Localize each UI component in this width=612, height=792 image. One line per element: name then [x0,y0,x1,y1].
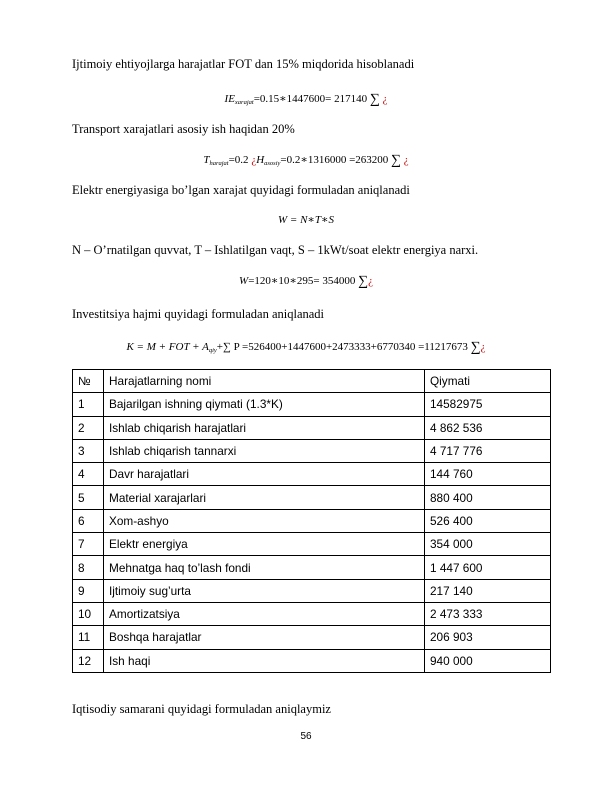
row-name: Mehnatga haq to’lash fondi [104,556,425,579]
row-name: Ish haqi [104,649,425,672]
header-name: Harajatlarning nomi [104,370,425,393]
table-row [73,649,551,672]
row-name: Ishlab chiqarish harajatlari [104,416,425,439]
row-value: 2 473 333 [425,602,551,625]
row-name: Material xarajarlari [104,486,425,509]
row-name: Elektr energiya [104,533,425,556]
row-number: 8 [73,556,104,579]
row-number: 6 [73,509,104,532]
table-row [73,509,551,532]
table-row [73,626,551,649]
row-name: Bajarilgan ishning qiymati (1.3*K) [104,393,425,416]
table-row [73,602,551,625]
row-name: Amortizatsiya [104,602,425,625]
paragraph-iqtisodiy: Iqtisodiy samarani quyidagi formuladan aniqlaymiz [72,702,331,716]
row-number: 5 [73,486,104,509]
row-number: 1 [73,393,104,416]
row-value: 880 400 [425,486,551,509]
paragraph-ijtimoiy: Ijtimoiy ehtiyojlarga harajatlar FOT dan 15% miqdorida hisoblanadi [72,57,415,71]
row-number: 2 [73,416,104,439]
paragraph-transport: Transport xarajatlari asosiy ish haqidan 20% [72,122,295,136]
row-number: 4 [73,463,104,486]
table-row [73,439,551,462]
formula-ijtimoiy: $IE_{xarajat}=0.15∗1447600= 217140$ ∑ ¿ [224,92,388,107]
row-value: 354 000 [425,533,551,556]
table-row [73,579,551,602]
paragraph-elektr: Elektr energiyasiga bo’lgan xarajat quyidagi formuladan aniqlanadi [72,183,410,197]
page-number: 56 [300,731,312,742]
row-value: 14582975 [425,393,551,416]
row-name: Davr harajatlari [104,463,425,486]
formula-energy: W = N∗T∗S [278,214,334,226]
formula-investment: K = M + FOT + $A_{qiy}+\sum$ P =526400+1447600+2473333+6770340 =11217673 ∑¿ [126,340,486,355]
row-number: 7 [73,533,104,556]
row-number: 11 [73,626,104,649]
formula-transport: $T_{harajat}=0.2$ ¿$H_{asosiy}=0.2∗1316000 =263200$ ∑ ¿ [203,153,409,168]
row-value: 526 400 [425,509,551,532]
row-value: 144 760 [425,463,551,486]
row-name: Ishlab chiqarish tannarxi [104,439,425,462]
row-value: 1 447 600 [425,556,551,579]
row-number: 3 [73,439,104,462]
row-name: Boshqa harajatlar [104,626,425,649]
header-number: № [73,370,104,393]
row-number: 9 [73,579,104,602]
formula-energy-value: W=120∗10∗295= 354000 ∑¿ [239,274,373,289]
table-row [73,416,551,439]
table-row [73,533,551,556]
table-row [73,486,551,509]
row-number: 10 [73,602,104,625]
table-row [73,463,551,486]
header-value: Qiymati [425,370,551,393]
row-value: 4 862 536 [425,416,551,439]
row-value: 217 140 [425,579,551,602]
row-name: Xom-ashyo [104,509,425,532]
row-name: Ijtimoiy sug’urta [104,579,425,602]
table-row [73,556,551,579]
table-row [73,393,551,416]
cost-table [72,369,551,673]
row-number: 12 [73,649,104,672]
row-value: 940 000 [425,649,551,672]
table-header-row [73,370,551,393]
row-value: 4 717 776 [425,439,551,462]
row-value: 206 903 [425,626,551,649]
paragraph-investitsiya: Investitsiya hajmi quyidagi formuladan aniqlanadi [72,307,325,321]
paragraph-legend: N – O’rnatilgan quvvat, T – Ishlatilgan vaqt, S – 1kWt/soat elektr energiya narxi. [72,243,479,257]
